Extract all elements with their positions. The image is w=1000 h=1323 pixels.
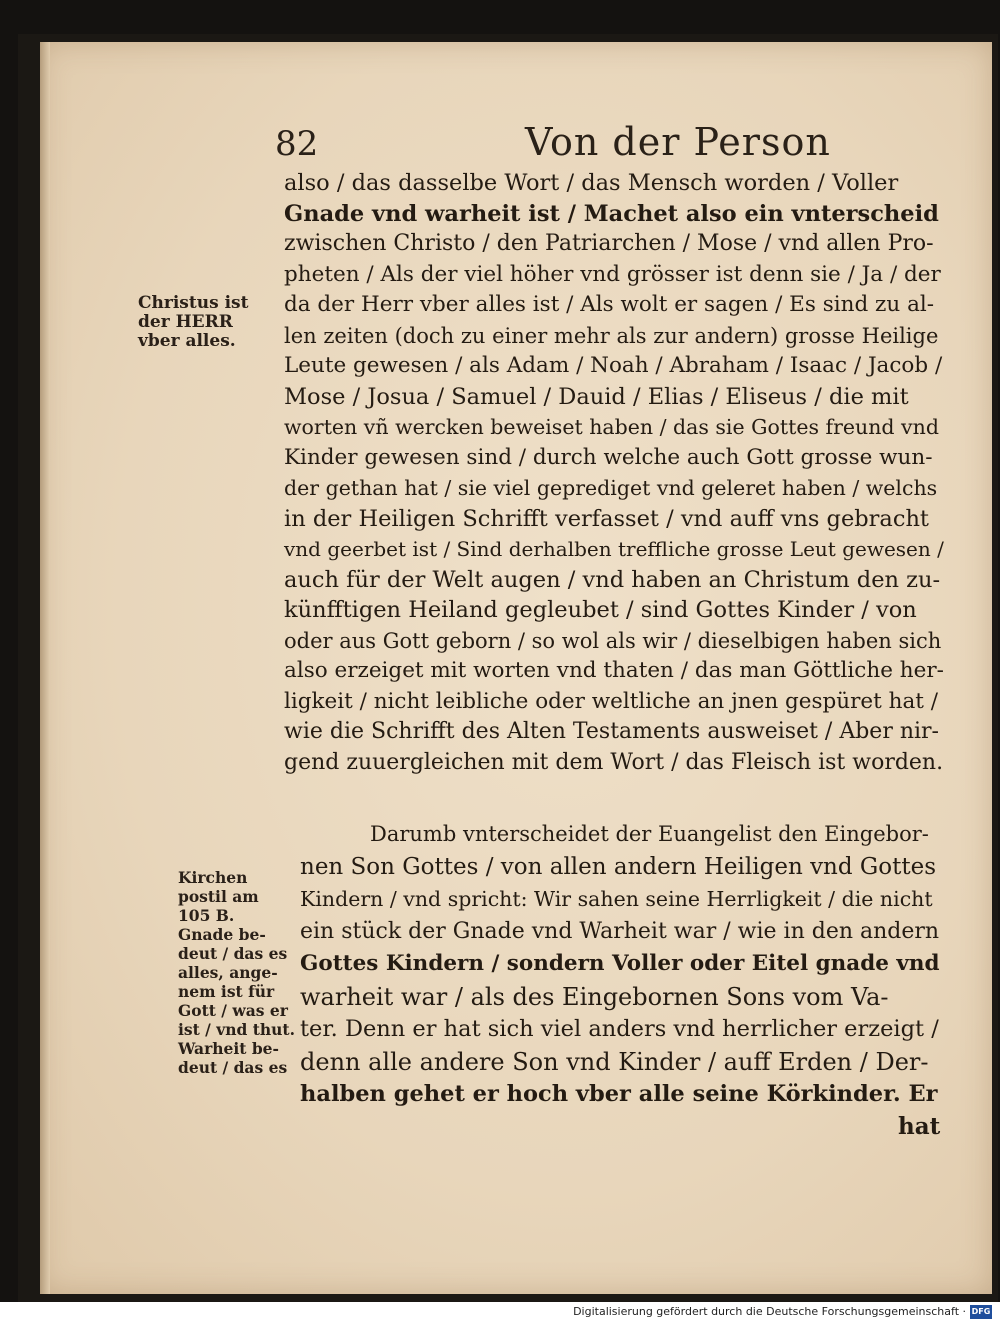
catchword: hat — [898, 1112, 941, 1140]
text-line: Kinder gewesen sind / durch welche auch Gott grosse wun- — [284, 444, 933, 470]
footer-bar — [0, 1302, 1000, 1323]
text-line: künfftigen Heiland gegleubet / sind Gottes Kinder / von — [284, 597, 917, 623]
text-line: len zeiten (doch zu einer mehr als zur andern) grosse Heilige — [284, 323, 939, 348]
text-line: der gethan hat / sie viel geprediget vnd geleret haben / welchs — [284, 476, 938, 500]
funding-credit: Digitalisierung gefördert durch die Deutsche Forschungsgemeinschaft · — [573, 1305, 966, 1318]
text-line: Darumb vnterscheidet der Euangelist den Eingebor- — [370, 822, 929, 846]
text-line: Gnade vnd warheit ist / Machet also ein vnterscheid — [284, 200, 939, 227]
text-line: ter. Denn er hat sich viel anders vnd herrlicher erzeigt / — [300, 1016, 939, 1042]
margin-note-kirchenpostil — [178, 868, 304, 1077]
text-line: also / das dasselbe Wort / das Mensch worden / Voller — [284, 170, 899, 196]
margin-note — [138, 294, 288, 351]
text-line: Gottes Kindern / sondern Voller oder Eitel gnade vnd — [300, 951, 940, 976]
text-line: also erzeiget mit worten vnd thaten / das man Göttliche her- — [284, 658, 944, 683]
margin-note-line: deut / das es — [178, 1058, 288, 1077]
text-line: worten vñ wercken beweiset haben / das sie Gottes freund vnd — [284, 415, 939, 439]
margin-note-line: 105 B. — [178, 906, 235, 925]
text-line: wie die Schrifft des Alten Testaments ausweiset / Aber nir- — [284, 719, 939, 744]
text-line: oder aus Gott geborn / so wol als wir / dieselbigen haben sich — [284, 628, 942, 653]
margin-note-line: postil am — [178, 887, 259, 906]
text-line: Leute gewesen / als Adam / Noah / Abraham / Isaac / Jacob / — [284, 353, 943, 378]
text-line: warheit war / als des Eingebornen Sons vom Va- — [300, 982, 889, 1011]
text-line: ein stück der Gnade vnd Warheit war / wie in den andern — [300, 918, 940, 944]
margin-note-line: ist / vnd thut. — [178, 1020, 295, 1039]
margin-note-line: Gott / was er — [178, 1001, 288, 1020]
margin-note-line: Gnade be- — [178, 925, 266, 944]
text-line: pheten / Als der viel höher vnd grösser ist denn sie / Ja / der — [284, 261, 941, 287]
page-edge — [40, 42, 50, 1294]
text-line: ligkeit / nicht leibliche oder weltliche an jnen gespüret hat / — [284, 688, 939, 714]
second-paragraph — [300, 818, 940, 1143]
text-line: vnd geerbet ist / Sind derhalben treffliche grosse Leut gewesen / — [284, 537, 944, 561]
text-line: auch für der Welt augen / vnd haben an Christum den zu- — [284, 566, 941, 593]
text-line: gend zuuergleichen mit dem Wort / das Fleisch ist worden. — [284, 749, 944, 775]
margin-note-line: Warheit be- — [178, 1039, 279, 1058]
text-line: nen Son Gottes / von allen andern Heiligen vnd Gottes — [300, 853, 937, 880]
dfg-logo: DFG — [970, 1305, 992, 1319]
text-line: denn alle andere Son vnd Kinder / auff Erden / Der- — [300, 1047, 929, 1076]
main-paragraph — [284, 168, 944, 778]
margin-note-line: alles, ange- — [178, 963, 278, 982]
margin-note-line: Christus ist — [138, 293, 249, 313]
page-header — [275, 120, 935, 166]
text-line: Mose / Josua / Samuel / Dauid / Elias / Eliseus / die mit — [284, 383, 909, 410]
margin-note-line: deut / das es — [178, 944, 288, 963]
margin-note-line: der HERR — [138, 312, 233, 332]
text-line: da der Herr vber alles ist / Als wolt er sagen / Es sind zu al- — [284, 292, 935, 317]
page-number: 82 — [275, 124, 319, 164]
text-line: Kindern / vnd spricht: Wir sahen seine Herrligkeit / die nicht — [300, 887, 933, 911]
running-title: Von der Person — [525, 120, 831, 164]
text-line: zwischen Christo / den Patriarchen / Mose / vnd allen Pro- — [284, 231, 934, 256]
margin-note-line: nem ist für — [178, 982, 275, 1001]
text-line: in der Heiligen Schrifft verfasset / vnd auff vns gebracht — [284, 505, 929, 532]
margin-note-line: Kirchen — [178, 868, 248, 887]
text-line: halben gehet er hoch vber alle seine Körkinder. Er — [300, 1081, 938, 1107]
margin-note-line: vber alles. — [138, 331, 236, 351]
